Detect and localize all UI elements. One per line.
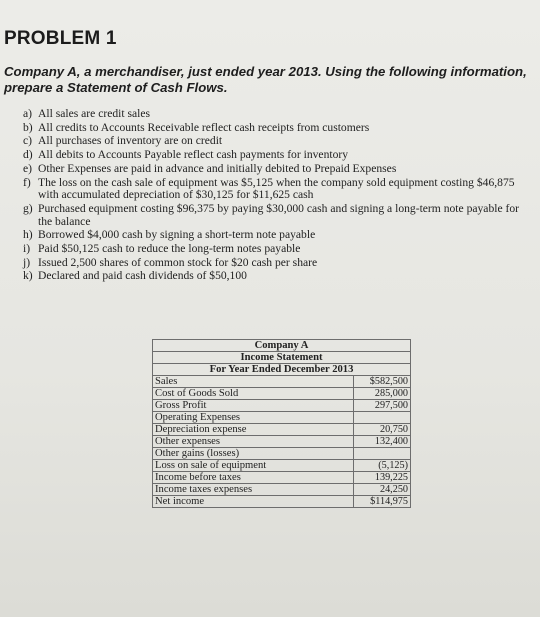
row-label: Income taxes expenses [153, 484, 354, 496]
list-marker: g) [23, 201, 33, 215]
row-amount: 297,500 [354, 400, 411, 412]
list-item-text: Purchased equipment costing $96,375 by paying $30,000 cash and signing a long-term note payable for the balance [38, 201, 520, 228]
table-row [153, 460, 411, 472]
assumption-list [23, 108, 535, 284]
statement-period: For Year Ended December 2013 [153, 364, 411, 376]
row-amount: 139,225 [354, 472, 411, 484]
list-marker: h) [23, 228, 33, 242]
income-statement-table [152, 339, 411, 508]
list-item-text: All purchases of inventory are on credit [38, 134, 223, 148]
list-marker: b) [23, 120, 33, 134]
list-item [23, 229, 535, 242]
list-marker: c) [23, 134, 33, 148]
row-label: Loss on sale of equipment [153, 460, 354, 472]
table-row [153, 436, 411, 448]
list-item-text: Paid $50,125 cash to reduce the long-term notes payable [38, 242, 301, 256]
row-amount: 132,400 [354, 436, 411, 448]
table-header-row [153, 352, 411, 364]
list-item [23, 177, 535, 202]
row-amount: 24,250 [354, 484, 411, 496]
list-item [23, 149, 535, 162]
list-marker: d) [23, 148, 33, 162]
row-label: Sales [153, 376, 354, 388]
problem-intro: Company A, a merchandiser, just ended year 2013. Using the following information, prepare a Statement of Cash Flows. [4, 64, 527, 95]
list-marker: f) [23, 175, 31, 189]
table-row [153, 376, 411, 388]
row-amount: 20,750 [354, 424, 411, 436]
list-item [23, 122, 535, 135]
row-label: Income before taxes [153, 472, 354, 484]
table-header-row [153, 364, 411, 376]
list-marker: i) [23, 242, 31, 256]
list-item [23, 163, 535, 176]
list-item-text: All credits to Accounts Receivable reflect cash receipts from customers [38, 120, 370, 134]
row-label: Gross Profit [153, 400, 354, 412]
table-row [153, 424, 411, 436]
table-row [153, 412, 411, 424]
row-amount: (5,125) [354, 460, 411, 472]
row-label: Operating Expenses [153, 412, 354, 424]
list-item-text: All sales are credit sales [38, 107, 151, 120]
list-item-text: Other Expenses are paid in advance and initially debited to Prepaid Expenses [38, 161, 397, 175]
list-item [23, 243, 535, 256]
list-item-text: Borrowed $4,000 cash by signing a short-term note payable [38, 228, 316, 242]
list-item-text: Declared and paid cash dividends of $50,100 [38, 269, 247, 283]
statement-title: Income Statement [153, 352, 411, 364]
row-amount [354, 448, 411, 460]
list-item [23, 270, 535, 283]
table-row [153, 388, 411, 400]
company-name: Company A [153, 340, 411, 352]
list-item-text: The loss on the cash sale of equipment was $5,125 when the company sold equipment costing $46,875 with accumulated depreciation of $30,125 for $11,625 cash [38, 175, 515, 202]
list-marker: k) [23, 269, 33, 283]
row-amount [354, 412, 411, 424]
list-marker: e) [23, 161, 33, 175]
table-row [153, 400, 411, 412]
row-amount: 285,000 [354, 388, 411, 400]
list-item [23, 135, 535, 148]
row-amount: $114,975 [354, 496, 411, 508]
list-marker: a) [23, 107, 33, 120]
table-row [153, 484, 411, 496]
row-label: Cost of Goods Sold [153, 388, 354, 400]
row-label: Other expenses [153, 436, 354, 448]
table-row [153, 472, 411, 484]
list-item [23, 257, 535, 270]
table-row [153, 496, 411, 508]
list-item [23, 108, 535, 121]
row-amount: $582,500 [354, 376, 411, 388]
row-label: Depreciation expense [153, 424, 354, 436]
list-item-text: All debits to Accounts Payable reflect cash payments for inventory [38, 148, 349, 162]
list-marker: j) [23, 255, 31, 269]
table-row [153, 448, 411, 460]
row-label: Other gains (losses) [153, 448, 354, 460]
list-item-text: Issued 2,500 shares of common stock for $20 cash per share [38, 255, 318, 269]
row-label: Net income [153, 496, 354, 508]
table-header-row [153, 340, 411, 352]
problem-heading: PROBLEM 1 [4, 28, 117, 49]
list-item [23, 203, 535, 228]
